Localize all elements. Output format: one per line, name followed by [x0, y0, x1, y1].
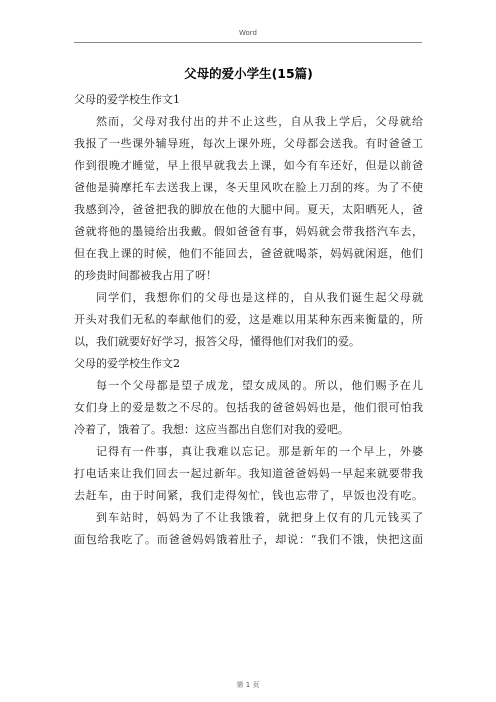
text-line: 爸他是骑摩托车去送我上课，冬天里风吹在脸上刀刮的疼。为了不使 — [74, 181, 423, 194]
header-divider — [74, 42, 422, 43]
text-line: 但在我上课的时候，他们不能回去，爸爸就喝茶，妈妈就闲逛，他们 — [74, 247, 423, 260]
text-line: 记得有一件事，真让我难以忘记。那是新年的一个早上，外婆 — [96, 445, 423, 458]
paragraph — [74, 111, 423, 287]
header-app-label: Word — [239, 29, 257, 37]
page-header — [0, 0, 496, 44]
text-line: 去赶车，由于时间紧，我们走得匆忙，钱也忘带了，早饭也没有吃。 — [74, 489, 423, 502]
section-heading: 父母的爱学校生作文1 — [74, 93, 180, 106]
document-body — [74, 64, 423, 551]
text-line: 打电话来让我们回去一起过新年。我知道爸爸妈妈一早起来就要带我 — [74, 467, 423, 480]
paragraph — [74, 507, 423, 551]
text-line: 每一个父母都是望子成龙，望女成凤的。所以，他们赐予在儿 — [96, 379, 423, 392]
section-heading: 父母的爱学校生作文2 — [74, 357, 180, 370]
text-line: 我报了一些课外辅导班，每次上课外班，父母都会送我。有时爸爸工 — [74, 137, 423, 150]
document-title: 父母的爱小学生(15篇) — [184, 66, 313, 81]
text-line: 同学们，我想你们的父母也是这样的，自从我们诞生起父母就 — [96, 291, 423, 304]
text-line: 以，我们就要好好学习，报答父母，懂得他们对我们的爱。 — [74, 335, 360, 348]
text-line: 然而，父母对我付出的并不止这些，自从我上学后，父母就给 — [96, 115, 423, 128]
text-line: 冷着了，饿着了。我想：这应当都出自您们对我的爱吧。 — [74, 423, 349, 436]
text-line: 女们身上的爱是数之不尽的。包括我的爸爸妈妈也是，他们很可怕我 — [74, 401, 423, 414]
text-line: 面包给我吃了。而爸爸妈妈饿着肚子，却说：“我们不饿，快把这面 — [74, 533, 423, 546]
text-line: 的珍贵时间都被我占用了呀！ — [74, 269, 217, 282]
paragraph — [74, 375, 423, 441]
text-line: 爸就将他的墨镜给出我戴。假如爸爸有事，妈妈就会带我搭汽车去， — [74, 225, 423, 238]
paragraph — [74, 441, 423, 507]
text-line: 到车站时，妈妈为了不让我饿着，就把身上仅有的几元钱买了 — [96, 511, 423, 524]
text-line: 开头对我们无私的奉献他们的爱，这是难以用某种东西来衡量的，所 — [74, 313, 423, 326]
text-line: 作到很晚才睡觉，早上很早就我去上课，如今有车还好，但是以前爸 — [74, 159, 423, 172]
paragraph — [74, 287, 423, 353]
page-number: 第 1 页 — [236, 681, 260, 689]
text-line: 我感到冷，爸爸把我的脚放在他的大腿中间。夏天，太阳晒死人，爸 — [74, 203, 423, 216]
